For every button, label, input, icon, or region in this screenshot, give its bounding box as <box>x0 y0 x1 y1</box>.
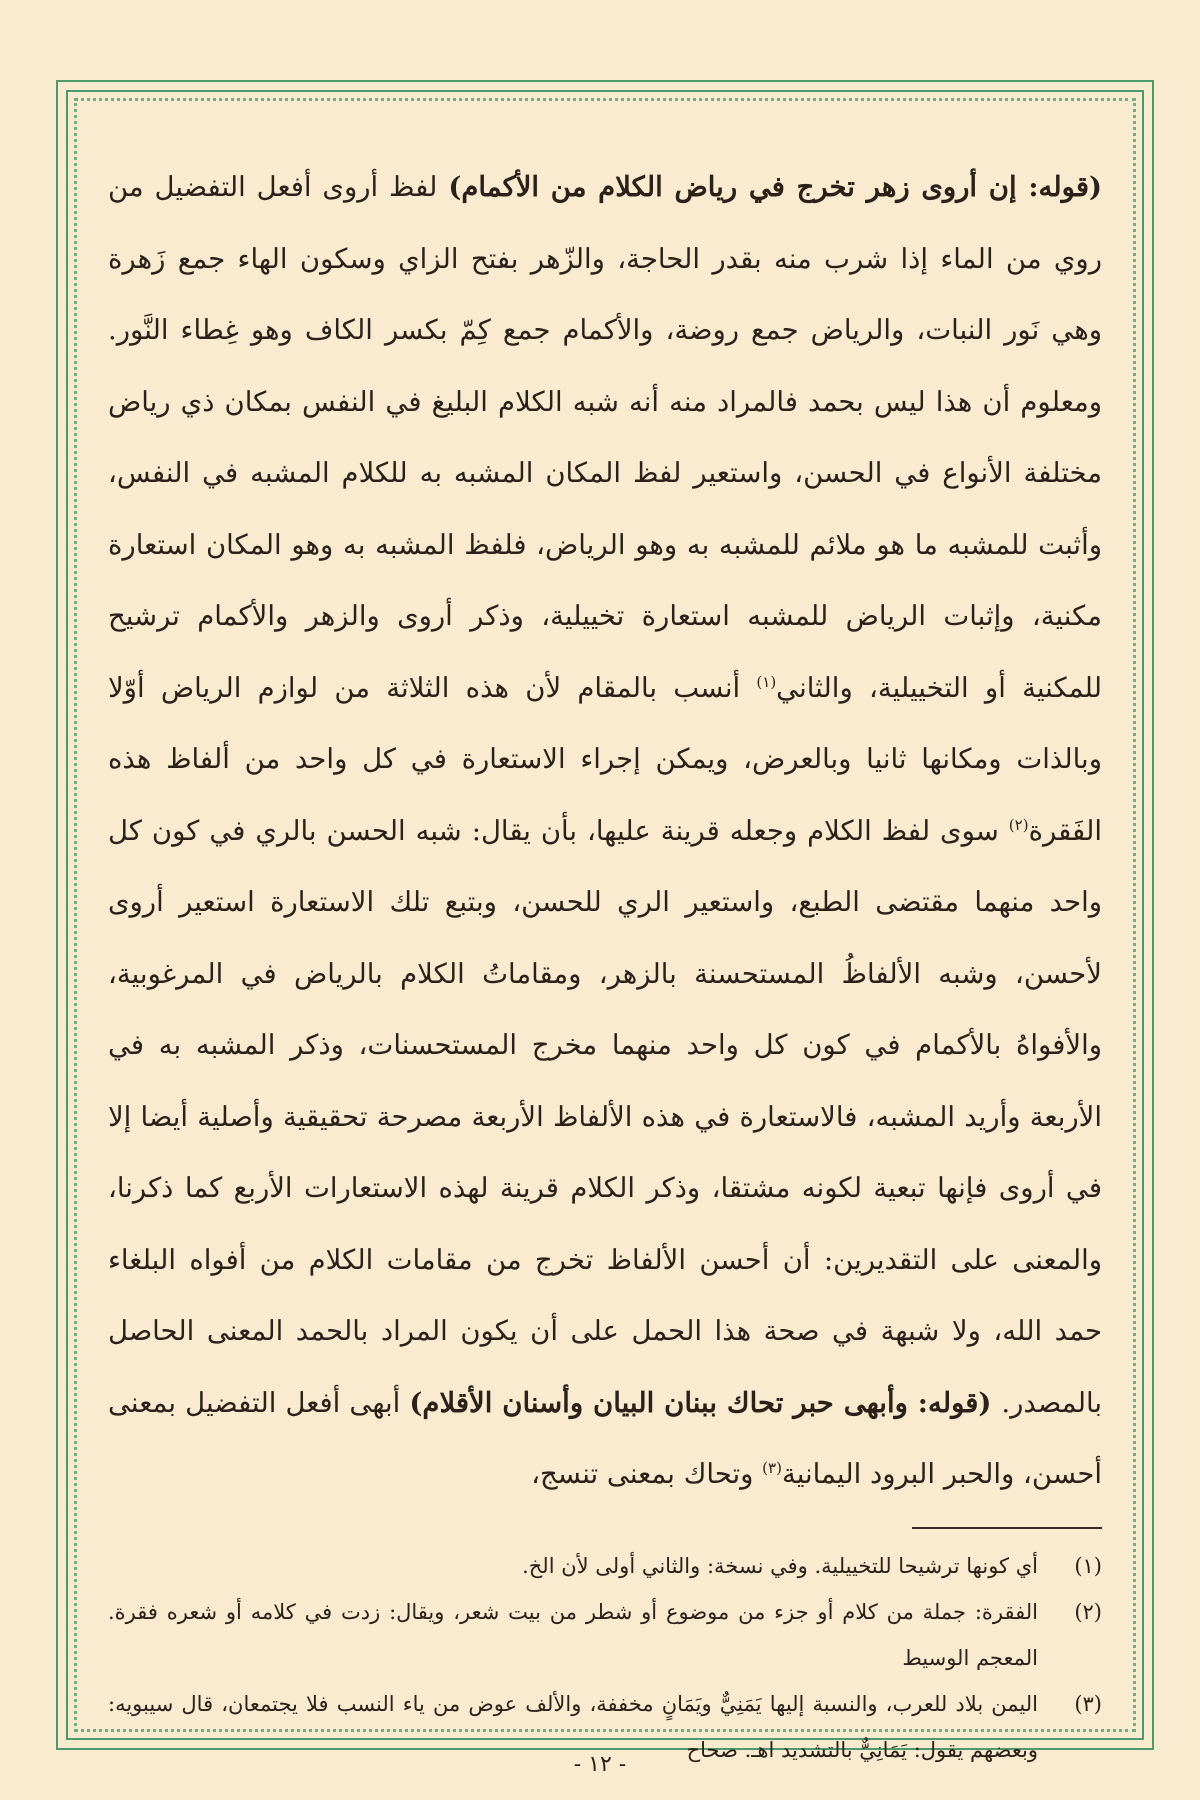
footnote-separator <box>912 1527 1102 1529</box>
quote-2: (قوله: وأبهى حبر تحاك ببنان البيان وأسنان الأقلام) <box>409 1386 1002 1419</box>
footnote-number: (٢) <box>1074 1599 1102 1624</box>
commentary-3: سوى لفظ الكلام وجعله قرينة عليها، بأن يقال: شبه الحسن بالري في كون كل واحد منهما مقتضى الطبع، واستعير الري للحسن، وبتبع تلك الاستعارة استعير أروى لأحسن، وشبه الألفاظُ المستحسنة بالزهر، ومقاماتُ الكلام بالرياض في المرغوبية، والأفواهُ بالأكمام في كون كل واحد منهما مخرج المستحسنات، وذكر المشبه به في الأربعة وأريد المشبه، فالاستعارة في هذه الألفاظ الأربعة مصرحة تحقيقية وأصلية أيضا إلا في أروى فإنها تبعية لكونه مشتقا، وذكر الكلام قرينة لهذه الاستعارات الأربع كما ذكرنا، والمعنى على التقديرين: أن أحسن الألفاظ تخرج من مقامات الكلام من أفواه البلغاء حمد الله، ولا شبهة في صحة هذا الحمل على أن يكون المراد بالحمد المعنى الحاصل بالمصدر. <box>108 814 1102 1419</box>
main-paragraph <box>108 152 1102 1511</box>
footnote-text: أي كونها ترشيحا للتخييلية. وفي نسخة: والثاني أولى لأن الخ. <box>522 1553 1038 1578</box>
commentary-1: لفظ أروى أفعل التفضيل من روي من الماء إذا شرب منه بقدر الحاجة، والزّهر بفتح الزاي وسكون الهاء جمع زَهرة وهي نَور النبات، والرياض جمع روضة، والأكمام جمع كِمّ بكسر الكاف وهو غِطاء النَّور. ومعلوم أن هذا ليس بحمد فالمراد منه أنه شبه الكلام البليغ في النفس بمكان ذي رياض مختلفة الأنواع في الحسن، واستعير لفظ المكان المشبه به للكلام المشبه في النفس، وأثبت للمشبه ما هو ملائم للمشبه به وهو الرياض، فلفظ المشبه به وهو المكان استعارة مكنية، وإثبات الرياض للمشبه استعارة تخييلية، وذكر أروى والزهر والأكمام ترشيح للمكنية أو التخييلية، والثاني <box>108 171 1103 704</box>
footnote-number: (٣) <box>1074 1691 1102 1716</box>
footnote-text: اليمن بلاد للعرب، والنسبة إليها يَمَنِيٌّ ويَمَانٍ مخففة، والألف عوض من ياء النسب فلا يجتمعان، قال سيبويه: وبعضهم يقول: يَمَانِيٌّ بالتشديد اهـ. صحاح <box>108 1691 1038 1762</box>
footnote-2 <box>108 1589 1102 1681</box>
footnote-ref-3[interactable]: (٣) <box>762 1458 782 1477</box>
commentary-2: أنسب بالمقام لأن هذه الثلاثة من لوازم الرياض أوّلا وبالذات ومكانها ثانيا وبالعرض، ويمكن إجراء الاستعارة في كل واحد من ألفاظ هذه الفَقرة <box>108 671 1102 847</box>
footnote-1 <box>108 1543 1102 1589</box>
commentary-4: أبهى أفعل التفضيل بمعنى أحسن، والحبر البرود اليمانية <box>108 1386 1102 1490</box>
page-content <box>108 152 1102 1773</box>
quote-1: (قوله: إن أروى زهر تخرج في رياض الكلام من الأكمام) <box>448 171 1102 203</box>
footnote-ref-2[interactable]: (٢) <box>1008 815 1029 834</box>
footnote-ref-1[interactable]: (١) <box>756 672 777 691</box>
footnote-number: (١) <box>1074 1553 1102 1578</box>
commentary-5: وتحاك بمعنى تنسج، <box>531 1458 763 1490</box>
footnotes <box>108 1543 1102 1773</box>
page-number: - ١٢ - <box>573 1752 627 1777</box>
footnote-text: الفقرة: جملة من كلام أو جزء من موضوع أو شطر من بيت شعر، ويقال: زدت في كلامه أو شعره فقرة. المعجم الوسيط <box>108 1599 1038 1670</box>
page-border <box>66 90 1144 1762</box>
